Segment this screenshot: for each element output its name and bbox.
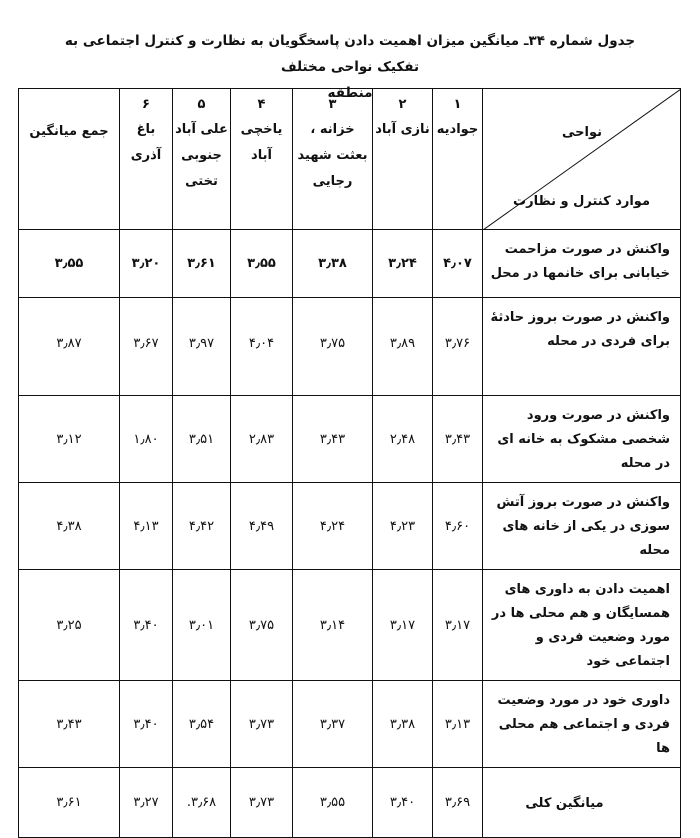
table-cell: ۳٫۴۰: [120, 681, 173, 768]
row-label: واکنش در صورت مزاحمت خیابانی برای خانمها در محل: [483, 230, 681, 298]
table-cell: ۳٫۵۵: [231, 230, 293, 298]
table-row: [19, 230, 681, 298]
table-cell: ۳٫۸۹: [373, 298, 433, 396]
table-cell: ۳٫۹۷: [173, 298, 231, 396]
column-header: [120, 89, 173, 230]
column-header: [173, 89, 231, 230]
table-cell: ۳٫۳۷: [293, 681, 373, 768]
column-name: جوادیه: [436, 122, 479, 137]
table-cell: ۳٫۴۳: [433, 396, 483, 483]
column-header: [373, 89, 433, 230]
column-name: علی آباد جنوبی تختی: [175, 122, 228, 189]
corner-bottom-label: موارد کنترل و نظارت: [513, 194, 650, 209]
table-cell: ۳٫۱۲: [19, 396, 120, 483]
row-label: اهمیت دادن به داوری های همسایگان و هم محلی ها در مورد وضعیت فردی و اجتماعی خود: [483, 570, 681, 681]
column-header: [231, 89, 293, 230]
column-number: ۱: [453, 97, 462, 112]
table-cell: ۳٫۳۸: [293, 230, 373, 298]
table-cell: ۳٫۵۴: [173, 681, 231, 768]
table-row: [19, 681, 681, 768]
table-cell: ۳٫۴۰: [120, 570, 173, 681]
table-cell: ۳٫۳۸: [373, 681, 433, 768]
table-cell: ۴٫۶۰: [433, 483, 483, 570]
table-cell: ۴٫۴۲: [173, 483, 231, 570]
table-cell: ۳٫۲۴: [373, 230, 433, 298]
table-cell: ۳٫۶۹: [433, 768, 483, 838]
column-name: جمع میانگین: [29, 124, 109, 139]
data-table: [18, 88, 681, 838]
table-cell: ۳٫۶۱: [173, 230, 231, 298]
table-row: [19, 298, 681, 396]
column-number: ۵: [197, 97, 206, 112]
table-cell: ۳٫۷۵: [293, 298, 373, 396]
table-cell: ۳٫۱۳: [433, 681, 483, 768]
table-cell: ۳٫۶۷: [120, 298, 173, 396]
table-row-summary: [19, 768, 681, 838]
table-cell: ۳٫۸۷: [19, 298, 120, 396]
table-cell: ۳٫۵۵: [293, 768, 373, 838]
table-cell: ۳٫۱۷: [433, 570, 483, 681]
table-cell: ۳٫۲۰: [120, 230, 173, 298]
column-number: ۳: [328, 97, 337, 112]
column-number: ۶: [142, 97, 150, 112]
column-header: [293, 89, 373, 230]
column-name: خزانه ، بعثت شهید رجایی: [297, 122, 368, 189]
column-number: ۲: [398, 97, 407, 112]
table-cell: ۳٫۶۱: [19, 768, 120, 838]
table-cell: ۲٫۸۳: [231, 396, 293, 483]
table-cell: ۳٫۴۳: [19, 681, 120, 768]
table-cell: ۳٫۷۶: [433, 298, 483, 396]
corner-cell: [483, 89, 681, 230]
table-cell: ۳٫۱۴: [293, 570, 373, 681]
table-cell: ۳٫۲۵: [19, 570, 120, 681]
table-cell: ۳٫۰۱: [173, 570, 231, 681]
table-cell: ۳٫۷۵: [231, 570, 293, 681]
table-cell: ۳٫۱۷: [373, 570, 433, 681]
row-label: میانگین کلی: [483, 768, 681, 838]
table-cell: ۲٫۴۸: [373, 396, 433, 483]
table-cell: ۱٫۸۰: [120, 396, 173, 483]
table-cell: ۴٫۳۸: [19, 483, 120, 570]
table-cell: ۴٫۴۹: [231, 483, 293, 570]
column-header-total: [19, 89, 120, 230]
table-cell: ۴٫۰۴: [231, 298, 293, 396]
table-row: [19, 483, 681, 570]
table-cell: ۳٫۲۷: [120, 768, 173, 838]
row-label: واکنش در صورت بروز حادثۀ برای فردی در محله: [483, 298, 681, 396]
table-row: [19, 570, 681, 681]
table-cell: ۴٫۰۷: [433, 230, 483, 298]
corner-top-label: نواحی: [561, 125, 602, 140]
column-header: [433, 89, 483, 230]
table-cell: ۳٫۶۸.: [173, 768, 231, 838]
column-name: باغ آذری: [130, 122, 162, 163]
column-name: نازی آباد: [375, 122, 430, 137]
column-number: ۴: [257, 97, 266, 112]
table-cell: ۴٫۲۳: [373, 483, 433, 570]
table-title-line-1: جدول شماره ۳۴ـ میانگین میزان اهمیت دادن پاسخگویان به نظارت و کنترل اجتماعی به تفکیک نواحی مختلف: [64, 33, 636, 75]
table-cell: ۳٫۴۰: [373, 768, 433, 838]
table-cell: ۳٫۵۱: [173, 396, 231, 483]
table-cell: ۳٫۴۳: [293, 396, 373, 483]
row-label: واکنش در صورت ورود شخصی مشکوک به خانه ای در محله: [483, 396, 681, 483]
header-row: [19, 89, 681, 230]
table-cell: ۳٫۷۳: [231, 681, 293, 768]
table-row: [19, 396, 681, 483]
row-label: داوری خود در مورد وضعیت فردی و اجتماعی هم محلی ها: [483, 681, 681, 768]
table-cell: ۴٫۱۳: [120, 483, 173, 570]
table-cell: ۳٫۷۳: [231, 768, 293, 838]
row-label: واکنش در صورت بروز آتش سوزی در یکی از خانه های محله: [483, 483, 681, 570]
table-cell: ۳٫۵۵: [19, 230, 120, 298]
table-title-line-2: منطقه: [327, 85, 373, 101]
table-cell: ۴٫۲۴: [293, 483, 373, 570]
column-name: یاخچی آباد: [240, 122, 283, 163]
